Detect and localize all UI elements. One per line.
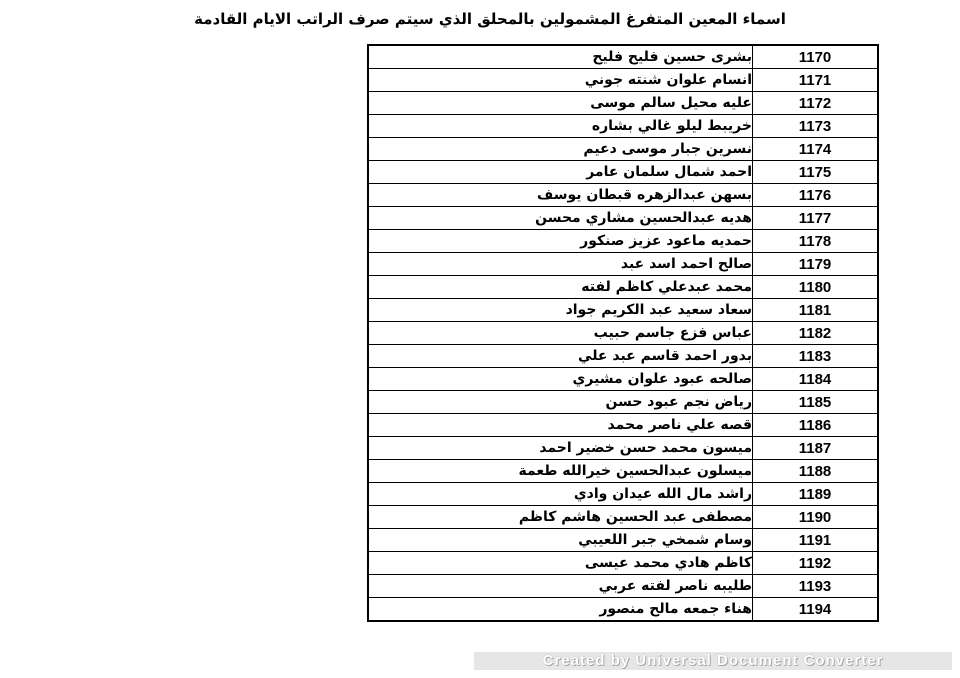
names-table-body — [368, 45, 878, 621]
converter-watermark: Created by Universal Document Converter — [474, 652, 952, 670]
serial-number: 1194 — [753, 598, 879, 622]
serial-number: 1171 — [753, 69, 879, 92]
serial-number: 1187 — [753, 437, 879, 460]
table-row — [368, 92, 878, 115]
table-row — [368, 552, 878, 575]
person-name: صالحه عبود علوان مشيري — [368, 368, 753, 391]
person-name: بسهن عبدالزهره قبطان يوسف — [368, 184, 753, 207]
serial-number: 1185 — [753, 391, 879, 414]
person-name: كاظم هادي محمد عيسى — [368, 552, 753, 575]
serial-number: 1178 — [753, 230, 879, 253]
serial-number: 1183 — [753, 345, 879, 368]
serial-number: 1190 — [753, 506, 879, 529]
table-row — [368, 368, 878, 391]
serial-number: 1174 — [753, 138, 879, 161]
table-row — [368, 506, 878, 529]
person-name: محمد عبدعلي كاظم لفته — [368, 276, 753, 299]
table-row — [368, 230, 878, 253]
table-row — [368, 276, 878, 299]
person-name: طليبه ناصر لفته عربي — [368, 575, 753, 598]
person-name: سعاد سعيد عبد الكريم جواد — [368, 299, 753, 322]
person-name: قصه علي ناصر محمد — [368, 414, 753, 437]
serial-number: 1181 — [753, 299, 879, 322]
person-name: رياض نجم عبود حسن — [368, 391, 753, 414]
table-row — [368, 138, 878, 161]
table-row — [368, 414, 878, 437]
person-name: مصطفى عبد الحسين هاشم كاظم — [368, 506, 753, 529]
serial-number: 1184 — [753, 368, 879, 391]
person-name: وسام شمخي جبر اللعيبي — [368, 529, 753, 552]
names-table — [367, 44, 879, 622]
serial-number: 1180 — [753, 276, 879, 299]
person-name: حمديه ماعود عزيز صنكور — [368, 230, 753, 253]
person-name: خريبط ليلو غالي بشاره — [368, 115, 753, 138]
table-row — [368, 460, 878, 483]
table-row — [368, 184, 878, 207]
person-name: هديه عبدالحسين مشاري محسن — [368, 207, 753, 230]
person-name: ميسلون عبدالحسين خيرالله طعمة — [368, 460, 753, 483]
serial-number: 1193 — [753, 575, 879, 598]
serial-number: 1188 — [753, 460, 879, 483]
table-row — [368, 598, 878, 622]
person-name: صالح احمد اسد عبد — [368, 253, 753, 276]
document-title: اسماء المعين المتفرغ المشمولين بالمحلق الذي سيتم صرف الراتب الايام القادمة — [194, 10, 786, 28]
table-row — [368, 575, 878, 598]
table-row — [368, 207, 878, 230]
table-row — [368, 45, 878, 69]
table-row — [368, 69, 878, 92]
table-row — [368, 161, 878, 184]
serial-number: 1186 — [753, 414, 879, 437]
serial-number: 1170 — [753, 45, 879, 69]
serial-number: 1175 — [753, 161, 879, 184]
table-row — [368, 253, 878, 276]
table-row — [368, 483, 878, 506]
serial-number: 1172 — [753, 92, 879, 115]
serial-number: 1182 — [753, 322, 879, 345]
person-name: عليه محيل سالم موسى — [368, 92, 753, 115]
person-name: عباس فزع جاسم حبيب — [368, 322, 753, 345]
person-name: هناء جمعه مالح منصور — [368, 598, 753, 622]
person-name: بشرى حسين فليح فليح — [368, 45, 753, 69]
table-row — [368, 299, 878, 322]
serial-number: 1179 — [753, 253, 879, 276]
table-row — [368, 391, 878, 414]
serial-number: 1189 — [753, 483, 879, 506]
person-name: احمد شمال سلمان عامر — [368, 161, 753, 184]
person-name: راشد مال الله عيدان وادي — [368, 483, 753, 506]
person-name: نسرين جبار موسى دعيم — [368, 138, 753, 161]
serial-number: 1192 — [753, 552, 879, 575]
person-name: ميسون محمد حسن خضير احمد — [368, 437, 753, 460]
table-row — [368, 322, 878, 345]
person-name: انسام علوان شنته جوني — [368, 69, 753, 92]
table-row — [368, 529, 878, 552]
person-name: بدور احمد قاسم عبد علي — [368, 345, 753, 368]
table-row — [368, 115, 878, 138]
table-row — [368, 345, 878, 368]
serial-number: 1191 — [753, 529, 879, 552]
serial-number: 1177 — [753, 207, 879, 230]
serial-number: 1173 — [753, 115, 879, 138]
serial-number: 1176 — [753, 184, 879, 207]
table-row — [368, 437, 878, 460]
